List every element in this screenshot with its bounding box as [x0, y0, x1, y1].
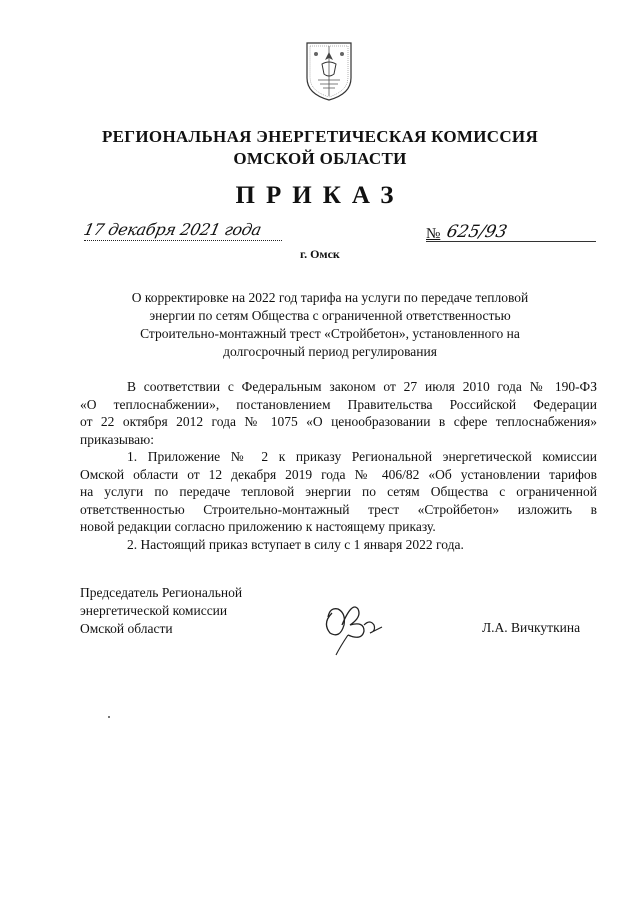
organization-name-line1: РЕГИОНАЛЬНАЯ ЭНЕРГЕТИЧЕСКАЯ КОМИССИЯ [101, 127, 539, 146]
date-underline [84, 240, 282, 241]
body-line: «О теплоснабжении», постановлением Правительства Российской Федерации [80, 396, 597, 412]
body-line: приказываю: [80, 431, 154, 447]
city-label: г. Омск [300, 247, 340, 261]
list-item-2: 2. Настоящий приказ вступает в силу с 1 января 2022 года. [127, 536, 464, 552]
signatory-title-line: Председатель Региональной [80, 585, 243, 600]
signatory-name: Л.А. Вичкуткина [482, 620, 581, 635]
body-line: Омской области от 12 декабря 2019 года № 406/82 «Об установлении тарифов [80, 466, 597, 482]
body-line: ответственностью Строительно-монтажный трест «Стройбетон» изложить в [80, 501, 597, 517]
subject-line: энергии по сетям Общества с ограниченной ответственностью [149, 308, 511, 323]
number-sign: № [426, 226, 441, 242]
subject-line: О корректировке на 2022 год тарифа на услуги по передаче тепловой [131, 290, 529, 305]
handwritten-order-number: 625/93 [444, 222, 509, 242]
signatory-title-line: энергетической комиссии [80, 603, 228, 618]
number-underline [426, 241, 596, 242]
body-line: В соответствии с Федеральным законом от 27 июля 2010 года № 190-ФЗ [127, 379, 597, 394]
list-item-1: 1. Приложение № 2 к приказу Региональной энергетической комиссии [127, 449, 597, 464]
subject-line: Строительно-монтажный трест «Стройбетон», установленного на [140, 326, 520, 341]
signatory-title-line: Омской области [80, 621, 173, 636]
body-line: на услуги по передаче тепловой энергии по сетям Общества с ограниченной [80, 484, 597, 499]
scan-speck [108, 716, 110, 718]
coat-of-arms-icon [304, 40, 354, 102]
handwritten-signature [318, 595, 386, 657]
body-line: от 22 октября 2012 года № 1075 «О ценообразовании в сфере теплоснабжения» [80, 414, 597, 429]
subject-line: долгосрочный период регулирования [223, 344, 437, 359]
handwritten-date: 17 декабря 2021 года [81, 220, 264, 239]
document-type-title: ПРИКАЗ [235, 182, 405, 209]
body-line: новой редакции согласно приложению к настоящему приказу. [80, 519, 436, 534]
organization-name-line2: ОМСКОЙ ОБЛАСТИ [233, 149, 407, 168]
